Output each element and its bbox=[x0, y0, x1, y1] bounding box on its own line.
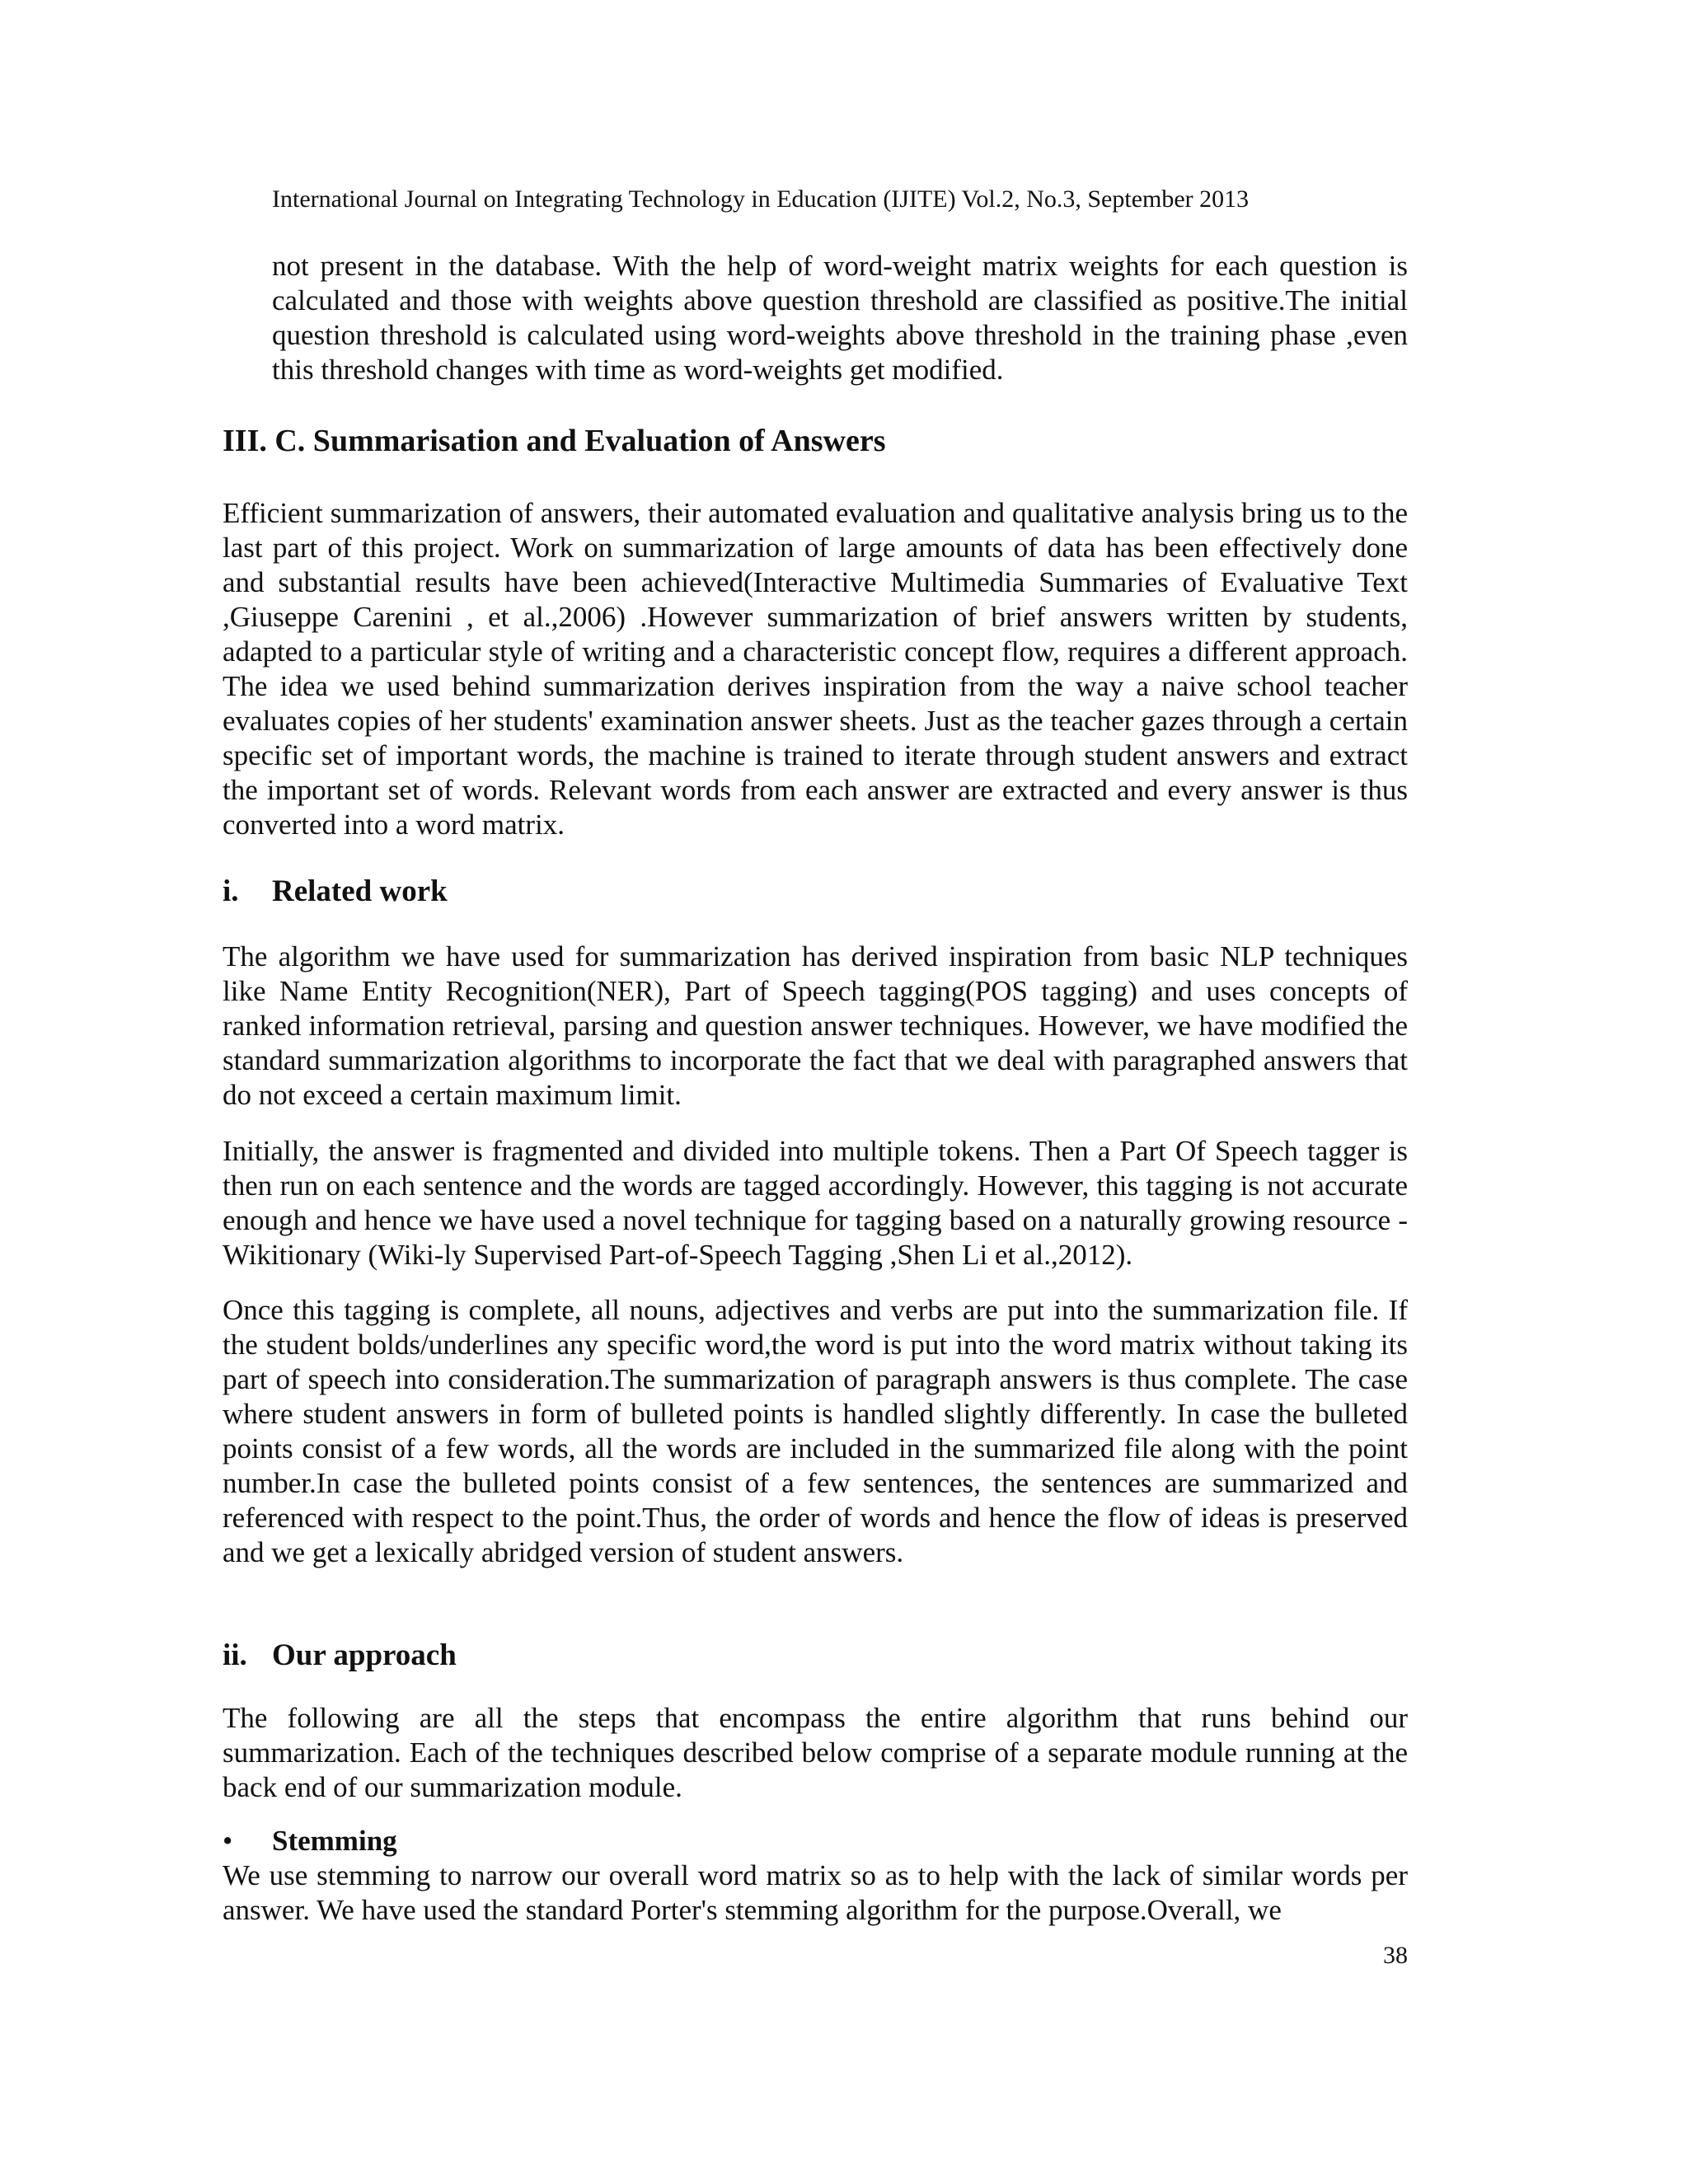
section-heading: III. C. Summarisation and Evaluation of Answers bbox=[223, 424, 886, 458]
stemming-bullet-heading bbox=[223, 1824, 397, 1858]
stemming-title: Stemming bbox=[272, 1825, 397, 1857]
section-paragraph: Efficient summarization of answers, their automated evaluation and qualitative analysis bring us to the last part of this project. Work on summarization of large amounts of data has been effectively done and substantial results have been achieved(Interactive Multimedia Summaries of Evaluative Text ,Giuseppe Carenini , et al.,2006) .However summarization of brief answers written by students, adapted to a particular style of writing and a characteristic concept flow, requires a different approach. The idea we used behind summarization derives inspiration from the way a naive school teacher evaluates copies of her students' examination answer sheets. Just as the teacher gazes through a certain specific set of important words, the machine is trained to iterate through student answers and extract the important set of words. Relevant words from each answer are extracted and every answer is thus converted into a word matrix. bbox=[223, 497, 1408, 841]
intro-paragraph: not present in the database. With the help of word-weight matrix weights for each question is calculated and those with weights above question threshold are classified as positive.The initial question threshold is calculated using word-weights above threshold in the training phase ,even this threshold changes with time as word-weights get modified. bbox=[272, 250, 1408, 386]
related-work-paragraph-3: Once this tagging is complete, all nouns, adjectives and verbs are put into the summarization file. If the student bolds/underlines any specific word,the word is put into the word matrix without taking its part of speech into consideration.The summarization of paragraph answers is thus complete. The case where student answers in form of bulleted points is handled slightly differently. In case the bulleted points consist of a few words, all the words are included in the summarized file along with the point number.In case the bulleted points consist of a few sentences, the sentences are summarized and referenced with respect to the point.Thus, the order of words and hence the flow of ideas is preserved and we get a lexically abridged version of student answers. bbox=[223, 1294, 1408, 1568]
related-work-paragraph-1: The algorithm we have used for summarization has derived inspiration from basic NLP techniques like Name Entity Recognition(NER), Part of Speech tagging(POS tagging) and uses concepts of ranked information retrieval, parsing and question answer techniques. However, we have modified the standard summarization algorithms to incorporate the fact that we deal with paragraphed answers that do not exceed a certain maximum limit. bbox=[223, 940, 1408, 1111]
subsection-title: Related work bbox=[272, 874, 448, 908]
running-header: International Journal on Integrating Technology in Education (IJITE) Vol.2, No.3, September 2013 bbox=[272, 185, 1250, 213]
subsection-heading-related-work bbox=[223, 874, 448, 910]
subsection-heading-our-approach bbox=[223, 1638, 457, 1674]
related-work-paragraph-2: Initially, the answer is fragmented and divided into multiple tokens. Then a Part Of Speech tagger is then run on each sentence and the words are tagged accordingly. However, this tagging is not accurate enough and hence we have used a novel technique for tagging based on a naturally growing resource -Wikitionary (Wiki-ly Supervised Part-of-Speech Tagging ,Shen Li et al.,2012). bbox=[223, 1135, 1408, 1271]
page-number: 38 bbox=[1383, 1942, 1408, 1969]
subsection-number: i. bbox=[223, 874, 239, 908]
bullet-icon: • bbox=[223, 1825, 233, 1857]
stemming-paragraph: We use stemming to narrow our overall word matrix so as to help with the lack of similar words per answer. We have used the standard Porter's stemming algorithm for the purpose.Overall, we bbox=[223, 1859, 1408, 1926]
our-approach-paragraph: The following are all the steps that encompass the entire algorithm that runs behind our summarization. Each of the techniques described below comprise of a separate module running at the back end of our summarization module. bbox=[223, 1702, 1408, 1803]
subsection-number: ii. bbox=[223, 1638, 247, 1672]
subsection-title: Our approach bbox=[272, 1638, 457, 1672]
